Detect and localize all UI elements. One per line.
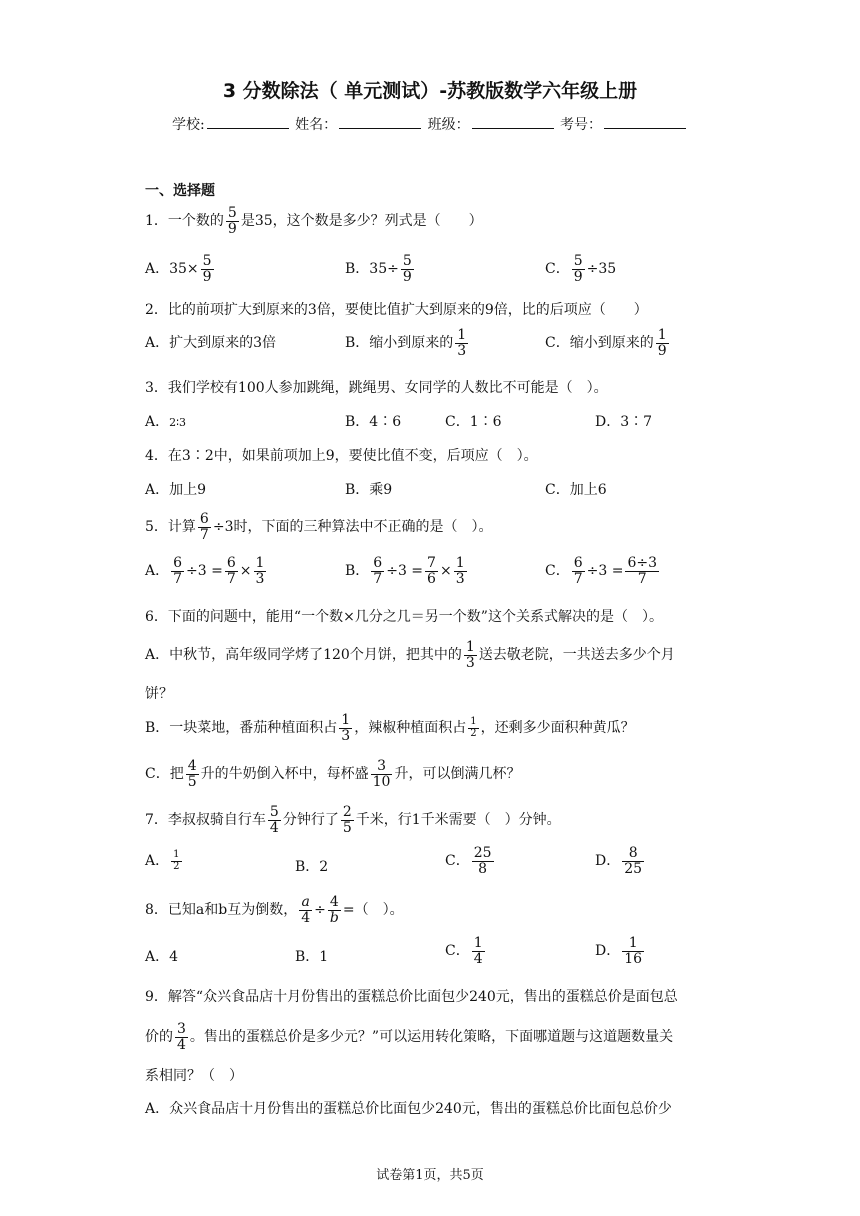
q7-option-c[interactable]: C． $\frac{25}{8}$ bbox=[445, 845, 492, 877]
question-5: 5．计算 $\frac{6}{7}$ ÷3时，下面的三种算法中不正确的是（ ）。 bbox=[145, 511, 493, 543]
q7-option-b[interactable]: B．2 bbox=[295, 859, 329, 875]
section-heading: 一、选择题 bbox=[145, 183, 215, 199]
q6-option-a-cont: 饼？ bbox=[145, 686, 173, 702]
q4-option-b[interactable]: B．乘9 bbox=[345, 482, 393, 498]
q8-option-b[interactable]: B．1 bbox=[295, 949, 329, 965]
question-3: 3．我们学校有100人参加跳绳，跳绳男、女同学的人数比不可能是（ ）。 bbox=[145, 380, 608, 396]
question-8: 8．已知a和b互为倒数， $\frac{a}{4}$ ÷ $\frac{4}{b}$ =（ ）。 bbox=[145, 894, 404, 926]
class-label: 班级： bbox=[427, 117, 470, 133]
exam-no-label: 考号： bbox=[560, 117, 603, 133]
q8-option-d[interactable]: D． $\frac{1}{16}$ bbox=[595, 935, 643, 967]
q5-option-b[interactable]: B． $\frac{6}{7}$ ÷3 = $\frac{7}{6}$ × $\frac{1}{3}$ bbox=[345, 555, 465, 587]
q5-option-a[interactable]: A． $\frac{6}{7}$ ÷3 = $\frac{6}{7}$ × $\frac{1}{3}$ bbox=[145, 555, 265, 587]
school-blank[interactable] bbox=[207, 116, 289, 129]
q2-option-b[interactable]: B．缩小到原来的 $\frac{1}{3}$ bbox=[345, 327, 467, 359]
q1-option-a[interactable]: A．35× $\frac{5}{9}$ bbox=[145, 253, 212, 285]
q8-option-a[interactable]: A．4 bbox=[145, 949, 179, 965]
q3-option-d[interactable]: D．3∶7 bbox=[595, 414, 653, 430]
question-7: 7．李叔叔骑自行车 $\frac{5}{4}$ 分钟行了 $\frac{2}{5}$ 千米，行1千米需要（ ）分钟。 bbox=[145, 804, 561, 836]
q1-option-c[interactable]: C． $\frac{5}{9}$ ÷35 bbox=[545, 253, 617, 285]
q3-option-b[interactable]: B．4∶6 bbox=[345, 414, 402, 430]
q7-option-a[interactable]: A． $\frac{1}{2}$ bbox=[145, 849, 180, 872]
q1-option-b[interactable]: B．35÷ $\frac{5}{9}$ bbox=[345, 253, 412, 285]
q4-option-a[interactable]: A．加上9 bbox=[145, 482, 207, 498]
q2-option-a[interactable]: A．扩大到原来的3倍 bbox=[145, 335, 277, 351]
question-2: 2．比的前项扩大到原来的3倍，要使比值扩大到原来的9倍，比的后项应（ ） bbox=[145, 302, 648, 318]
q9-option-a[interactable]: A．众兴食品店十月份售出的蛋糕总价比面包少240元，售出的蛋糕总价比面包总价少 bbox=[145, 1101, 672, 1117]
page-title: 3 分数除法（ 单元测试）-苏教版数学六年级上册 bbox=[222, 80, 638, 102]
q3-option-a[interactable]: A．2∶3 bbox=[145, 414, 186, 430]
exam-no-blank[interactable] bbox=[604, 116, 686, 129]
q5-option-c[interactable]: C． $\frac{6}{7}$ ÷3 = $\frac{6\div 3}{7}$ bbox=[545, 555, 658, 587]
school-label: 学校: bbox=[171, 117, 205, 133]
class-blank[interactable] bbox=[472, 116, 554, 129]
question-9: 9．解答“众兴食品店十月份售出的蛋糕总价比面包少240元，售出的蛋糕总价是面包总 bbox=[145, 989, 678, 1005]
q6-option-b[interactable]: B．一块菜地，番茄种植面积占 $\frac{1}{3}$ ，辣椒种植面积占 $\frac{1}{2}$ ，还剩多少面积种黄瓜？ bbox=[145, 712, 635, 744]
question-4: 4．在3∶2中，如果前项加上9，要使比值不变，后项应（ ）。 bbox=[145, 448, 538, 464]
question-9-line3: 系相同？（ ） bbox=[145, 1068, 243, 1084]
question-6: 6．下面的问题中，能用“一个数×几分之几＝另一个数”这个关系式解决的是（ ）。 bbox=[145, 609, 663, 625]
student-info bbox=[0, 114, 860, 134]
q7-option-d[interactable]: D． $\frac{8}{25}$ bbox=[595, 845, 643, 877]
page-footer: 试卷第1页，共5页 bbox=[376, 1168, 484, 1183]
q4-option-c[interactable]: C．加上6 bbox=[545, 482, 607, 498]
q2-option-c[interactable]: C．缩小到原来的 $\frac{1}{9}$ bbox=[545, 327, 667, 359]
q6-option-a[interactable]: A．中秋节，高年级同学烤了120个月饼，把其中的 $\frac{1}{3}$ 送去敬老院，一共送去多少个月 bbox=[145, 639, 675, 671]
question-9-line2: 价的 $\frac{3}{4}$ 。售出的蛋糕总价是多少元？”可以运用转化策略，下面哪道题与这道题数量关 bbox=[145, 1021, 674, 1053]
name-label: 姓名： bbox=[295, 117, 338, 133]
q3-option-c[interactable]: C．1∶6 bbox=[445, 414, 502, 430]
question-1: 1．一个数的 $\frac{5}{9}$ 是35，这个数是多少？列式是（ ） bbox=[145, 205, 483, 237]
q8-option-c[interactable]: C． $\frac{1}{4}$ bbox=[445, 935, 483, 967]
name-blank[interactable] bbox=[339, 116, 421, 129]
q6-option-c[interactable]: C．把 $\frac{4}{5}$ 升的牛奶倒入杯中，每杯盛 $\frac{3}{10}$ 升，可以倒满几杯？ bbox=[145, 758, 521, 790]
